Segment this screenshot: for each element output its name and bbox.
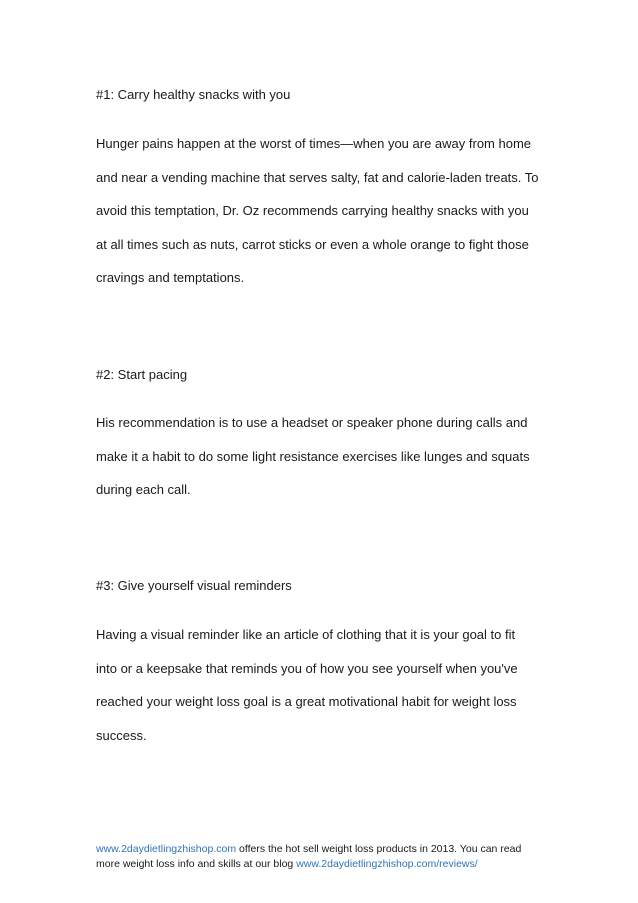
section-2-line-3: during each call. bbox=[96, 482, 191, 497]
section-1-line-1: Hunger pains happen at the worst of times—when you are away from home bbox=[96, 136, 532, 151]
footer-line-2 bbox=[96, 857, 566, 872]
footer-blog-link[interactable]: www.2daydietlingzhishop.com/reviews/ bbox=[296, 858, 478, 870]
section-1-heading: #1: Carry healthy snacks with you bbox=[96, 87, 291, 102]
section-3-line-1: Having a visual reminder like an article of clothing that it is your goal to fit bbox=[96, 627, 516, 642]
section-3-line-3: reached your weight loss goal is a great motivational habit for weight loss bbox=[96, 694, 517, 709]
page-footer bbox=[96, 842, 566, 872]
footer-line-1 bbox=[96, 842, 566, 857]
section-3-line-4: success. bbox=[96, 728, 147, 743]
section-1-line-2: and near a vending machine that serves salty, fat and calorie-laden treats. To bbox=[96, 170, 539, 185]
section-1-line-4: at all times such as nuts, carrot sticks or even a whole orange to fight those bbox=[96, 237, 529, 252]
section-1-line-5: cravings and temptations. bbox=[96, 270, 245, 285]
footer-site-link[interactable]: www.2daydietlingzhishop.com bbox=[96, 843, 237, 855]
footer-text-1: offers the hot sell weight loss products in 2013. You can read bbox=[236, 843, 522, 855]
section-3-line-2: into or a keepsake that reminds you of how you see yourself when you've bbox=[96, 661, 518, 676]
section-2-heading: #2: Start pacing bbox=[96, 367, 188, 382]
section-2-line-1: His recommendation is to use a headset or speaker phone during calls and bbox=[96, 415, 528, 430]
section-3-heading: #3: Give yourself visual reminders bbox=[96, 578, 292, 593]
section-1-line-3: avoid this temptation, Dr. Oz recommends carrying healthy snacks with you bbox=[96, 203, 529, 218]
section-2-line-2: make it a habit to do some light resistance exercises like lunges and squats bbox=[96, 449, 530, 464]
footer-text-2: more weight loss info and skills at our blog bbox=[96, 858, 297, 870]
